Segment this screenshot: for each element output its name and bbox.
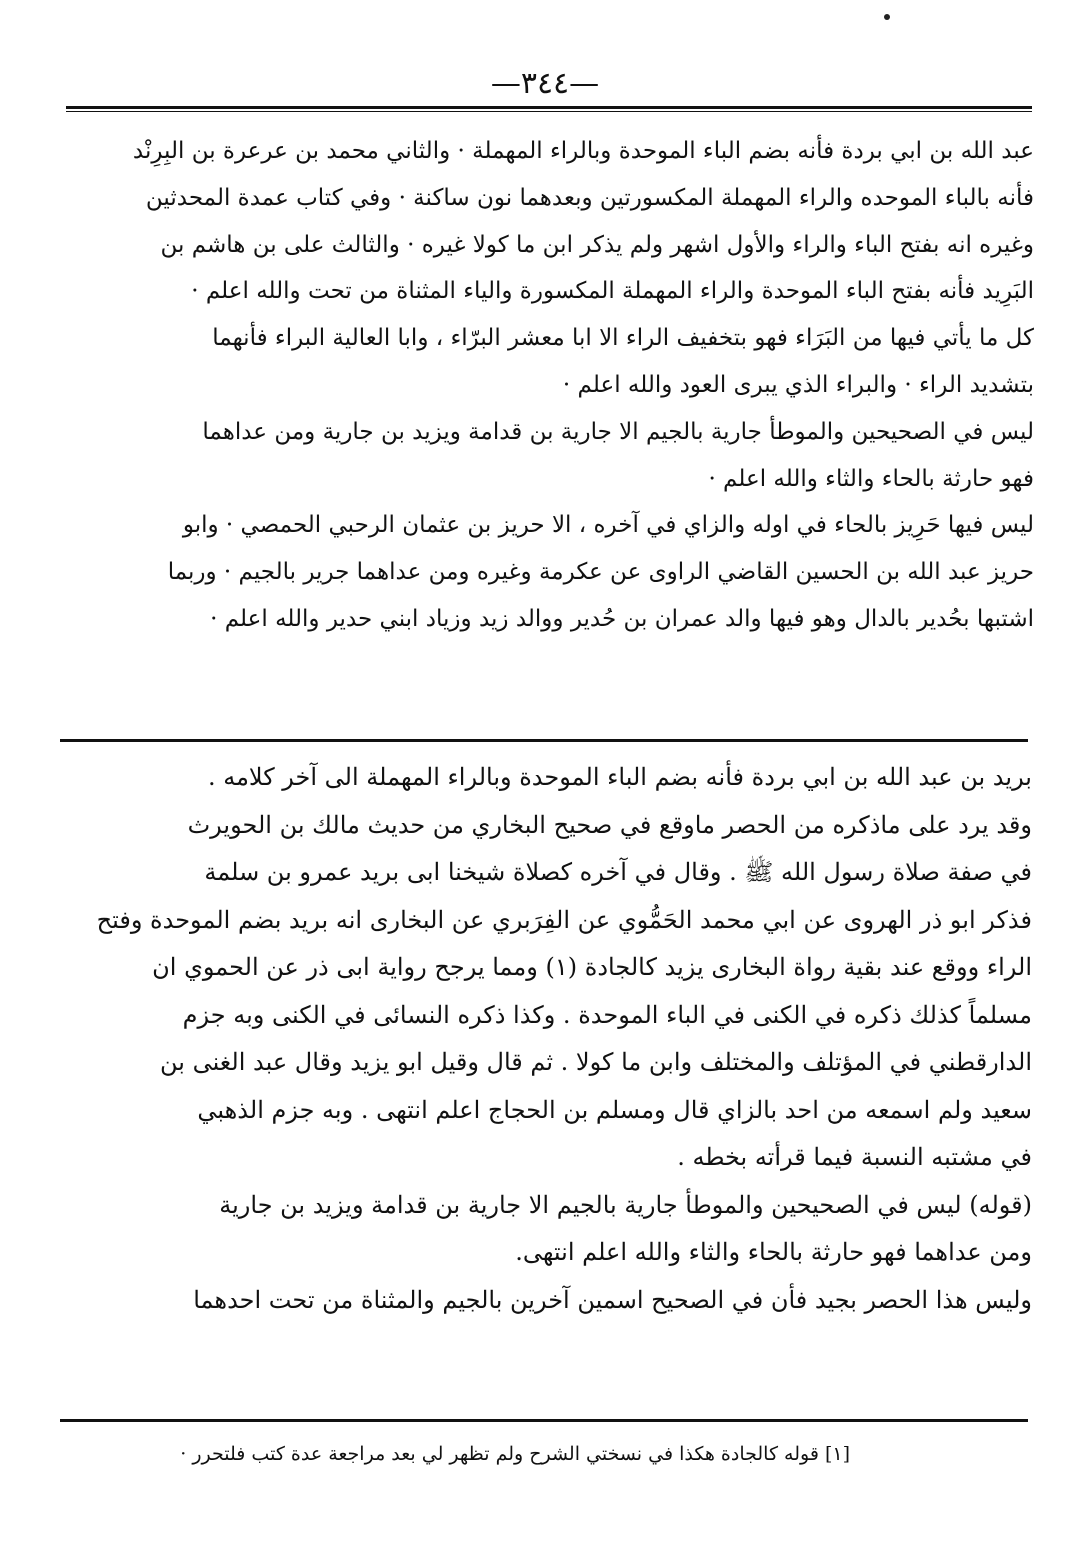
text-line: البَرِيد فأنه بفتح الباء الموحدة والراء المهملة المكسورة والياء المثناة من تحت والله اعلم ·: [191, 278, 1034, 305]
commentary-line: (قوله) ليس في الصحيحين والموطأ جارية بالجيم الا جارية بن قدامة ويزيد بن جارية: [219, 1190, 1032, 1219]
commentary-line: الدارقطني في المؤتلف والمختلف وابن ما كولا . ثم قال وقيل ابو يزيد وقال عبد الغنى بن: [159, 1048, 1032, 1076]
footnote: [١] قوله كالجادة هكذا في نسختي الشرح ولم تظهر لي بعد مراجعة عدة كتب فلتحرر ·: [180, 1443, 850, 1465]
commentary-line: سعيد ولم اسمعه من احد بالزاي قال ومسلم بن الحجاج اعلم انتهى . وبه جزم الذهبي: [197, 1095, 1032, 1124]
text-line: اشتبها بحُدير بالدال وهو فيها والد عمران بن حُدير ووالد زيد وزياد ابني حدير والله اعلم ·: [210, 605, 1034, 632]
commentary-line: فذكر ابو ذر الهروى عن ابي محمد الحَمُّوي عن الفِرَبري عن البخارى انه بريد بضم الموحدة وفتح: [96, 905, 1032, 934]
footnote-rule: [60, 1419, 1028, 1422]
text-line: ليس فيها حَرِيز بالحاء في اوله والزاي في آخره ، الا حريز بن عثمان الرحبي الحمصي · وابو: [182, 512, 1034, 539]
text-line: حريز عبد الله بن الحسين القاضي الراوى عن عكرمة وغيره ومن عداهما جرير بالجيم · وربما: [167, 559, 1034, 586]
section-divider: [60, 739, 1028, 742]
text-line: كل ما يأتي فيها من البَرَاء فهو بتخفيف الراء الا ابا معشر البرّاء ، وابا العالية البراء فأنهما: [212, 325, 1034, 352]
text-line: وغيره انه بفتح الباء والراء والأول اشهر ولم يذكر ابن ما كولا غيره · والثالث على بن هاشم بن: [160, 231, 1034, 258]
ink-speck: [884, 14, 890, 20]
text-line: عبد الله بن ابي بردة فأنه بضم الباء الموحدة وبالراء المهملة · والثاني محمد بن عرعرة بن البِرِنْد: [132, 138, 1034, 164]
text-line: فهو حارثة بالحاء والثاء والله اعلم ·: [708, 465, 1034, 492]
commentary-line: مسلماً كذلك ذكره في الكنى في الباء الموحدة . وكذا ذكره النسائى في الكنى وبه جزم: [182, 1000, 1032, 1029]
commentary-line: بريد بن عبد الله بن ابي بردة فأنه بضم الباء الموحدة وبالراء المهملة الى آخر كلامه .: [207, 763, 1032, 791]
main-text-block: [58, 128, 1034, 643]
header-rule-thin: [66, 111, 1032, 112]
commentary-line: وليس هذا الحصر بجيد فأن في الصحيح اسمين آخرين بالجيم والمثناة من تحت احدهما: [193, 1285, 1032, 1314]
commentary-text-block: [52, 754, 1032, 1324]
text-line: ليس في الصحيحين والموطأ جارية بالجيم الا جارية بن قدامة ويزيد بن جارية ومن عداهما: [202, 418, 1034, 445]
text-line: فأنه بالباء الموحده والراء المهملة المكسورتين وبعدهما نون ساكنة · وفي كتاب عمدة المحدثين: [145, 184, 1034, 211]
text-line: بتشديد الراء · والبراء الذي يبرى العود والله اعلم ·: [562, 371, 1034, 398]
header-rule: [66, 106, 1032, 109]
commentary-line: الراء ووقع عند بقية رواة البخارى يزيد كالجادة (١) ومما يرجح رواية ابى ذر عن الحموي ان: [152, 953, 1032, 981]
commentary-line: وقد يرد على ماذكره من الحصر ماوقع في صحيح البخاري من حديث مالك بن الحويرث: [187, 810, 1032, 839]
commentary-line: في مشتبه النسبة فيما قرأته بخطه .: [677, 1143, 1032, 1171]
commentary-line: في صفة صلاة رسول الله ﷺ . وقال في آخره كصلاة شيخنا ابى بريد عمرو بن سلمة: [204, 858, 1032, 886]
page-number: —٣٤٤—: [490, 66, 600, 101]
commentary-line: ومن عداهما فهو حارثة بالحاء والثاء والله اعلم انتهى.: [515, 1238, 1032, 1266]
